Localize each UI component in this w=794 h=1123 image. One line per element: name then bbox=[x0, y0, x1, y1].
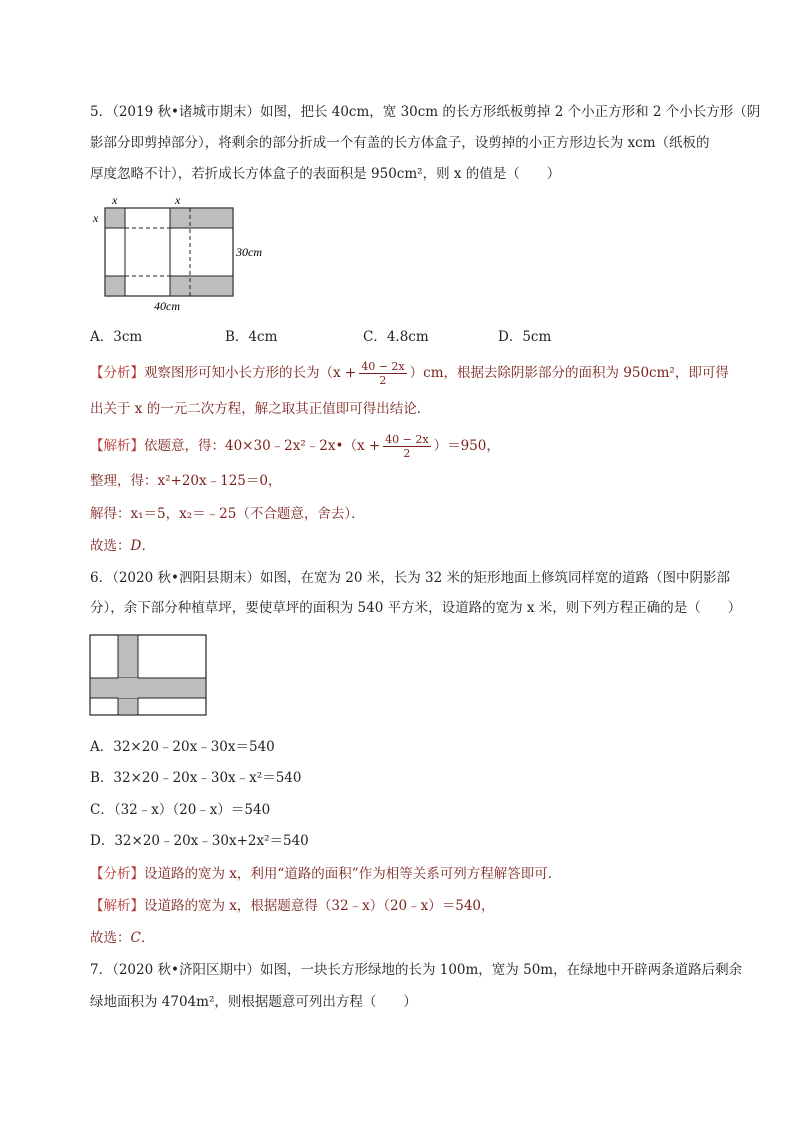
q6-choose-prefix: 故选： bbox=[90, 930, 131, 946]
q7-line2: 绿地面积为 4704m²，则根据题意可列出方程（ ） bbox=[90, 994, 417, 1010]
q6-analysis-tag: 【分析】 bbox=[90, 866, 144, 882]
q5-choose-prefix: 故选： bbox=[90, 538, 131, 554]
q5-choose-answer: D． bbox=[130, 538, 155, 554]
q5-solution-fraction bbox=[383, 433, 430, 460]
q5-line1: 5．（2019 秋•诸城市期末）如图，把长 40cm，宽 30cm 的长方形纸板剪掉 2 个小正方形和 2 个小长方形（阴 bbox=[90, 104, 761, 120]
frac-den: 2 bbox=[379, 374, 387, 387]
q6-analysis-text: 设道路的宽为 x，利用“道路的面积”作为相等关系可列方程解答即可． bbox=[144, 866, 562, 882]
frac-num: 40 − 2x bbox=[361, 360, 405, 373]
q5-solution-1b: ）＝950， bbox=[433, 438, 500, 454]
shaded-rect-top-right bbox=[170, 208, 233, 228]
q6-option-b: B．32×20﹣20x﹣30x﹣x²＝540 bbox=[90, 770, 302, 786]
label-width: 40cm bbox=[154, 299, 180, 313]
q5-box-net-figure bbox=[88, 190, 288, 315]
q5-option-d: D．5cm bbox=[498, 329, 552, 345]
shaded-square-bottom-left bbox=[105, 276, 125, 296]
q6-choose bbox=[90, 928, 154, 948]
q5-analysis-tag: 【分析】 bbox=[90, 365, 144, 381]
q6-option-a: A．32×20﹣20x﹣30x＝540 bbox=[90, 739, 275, 755]
q5-line2: 影部分即剪掉部分），将剩余的部分折成一个有盖的长方体盒子，设剪掉的小正方形边长为 xcm（纸板的 bbox=[90, 135, 710, 151]
q6-analysis bbox=[90, 864, 561, 884]
q5-analysis-line1 bbox=[90, 360, 729, 387]
q6-line2: 分），余下部分种植草坪，要使草坪的面积为 540 平方米，设道路的宽为 x 米，则下列方程正确的是（ ） bbox=[90, 600, 742, 616]
q6-solution bbox=[90, 896, 495, 916]
label-x-top1: x bbox=[112, 193, 118, 207]
q5-solution-1a: 依题意，得：40×30﹣2x²﹣2x•（x + bbox=[144, 438, 381, 454]
q5-option-b: B．4cm bbox=[225, 329, 278, 345]
q5-solution-tag: 【解析】 bbox=[90, 438, 144, 454]
q5-option-a: A．3cm bbox=[90, 329, 143, 345]
label-height: 30cm bbox=[236, 245, 262, 259]
q5-option-c: C．4.8cm bbox=[363, 329, 429, 345]
q6-option-c: C．（32﹣x）（20﹣x）＝540 bbox=[90, 802, 271, 818]
q5-line3: 厚度忽略不计），若折成长方体盒子的表面积是 950cm²，则 x 的值是（ ） bbox=[90, 166, 561, 182]
q5-solve: 解得：x₁＝5，x₂＝﹣25（不合题意，舍去）． bbox=[90, 506, 365, 522]
q5-choose bbox=[90, 536, 155, 556]
q5-fraction bbox=[359, 360, 406, 387]
shaded-square-top-left bbox=[105, 208, 125, 228]
frac-num-2: 40 − 2x bbox=[385, 433, 429, 446]
frac-den-2: 2 bbox=[403, 447, 411, 460]
q5-organize: 整理，得：x²+20x﹣125＝0， bbox=[90, 473, 282, 489]
label-x-top2: x bbox=[175, 193, 181, 207]
shaded-rect-bottom-right bbox=[170, 276, 233, 296]
q6-choose-answer: C． bbox=[130, 930, 155, 946]
label-x-left: x bbox=[93, 211, 99, 225]
q6-solution-text: 设道路的宽为 x，根据题意得（32﹣x）（20﹣x）＝540， bbox=[144, 898, 495, 914]
q5-analysis-1b: ）cm，根据去除阴影部分的面积为 950cm²，即可得 bbox=[409, 365, 729, 381]
q6-option-d: D．32×20﹣20x﹣30x+2x²＝540 bbox=[90, 833, 309, 849]
q6-line1: 6．（2020 秋•泗阳县期末）如图，在宽为 20 米，长为 32 米的矩形地面上修筑同样宽的道路（图中阴影部 bbox=[90, 570, 730, 586]
q7-line1: 7．（2020 秋•济阳区期中）如图，一块长方形绿地的长为 100m，宽为 50m，在绿地中开辟两条道路后剩余 bbox=[90, 962, 743, 978]
q6-road-figure bbox=[89, 634, 209, 718]
road-vertical bbox=[118, 635, 138, 715]
q6-solution-tag: 【解析】 bbox=[90, 898, 144, 914]
q5-analysis-1a: 观察图形可知小长方形的长为（x + bbox=[144, 365, 357, 381]
road-horizontal bbox=[90, 678, 206, 698]
q5-analysis-line2: 出关于 x 的一元二次方程，解之取其正值即可得出结论． bbox=[90, 401, 431, 417]
q5-solution-line1 bbox=[90, 433, 500, 460]
